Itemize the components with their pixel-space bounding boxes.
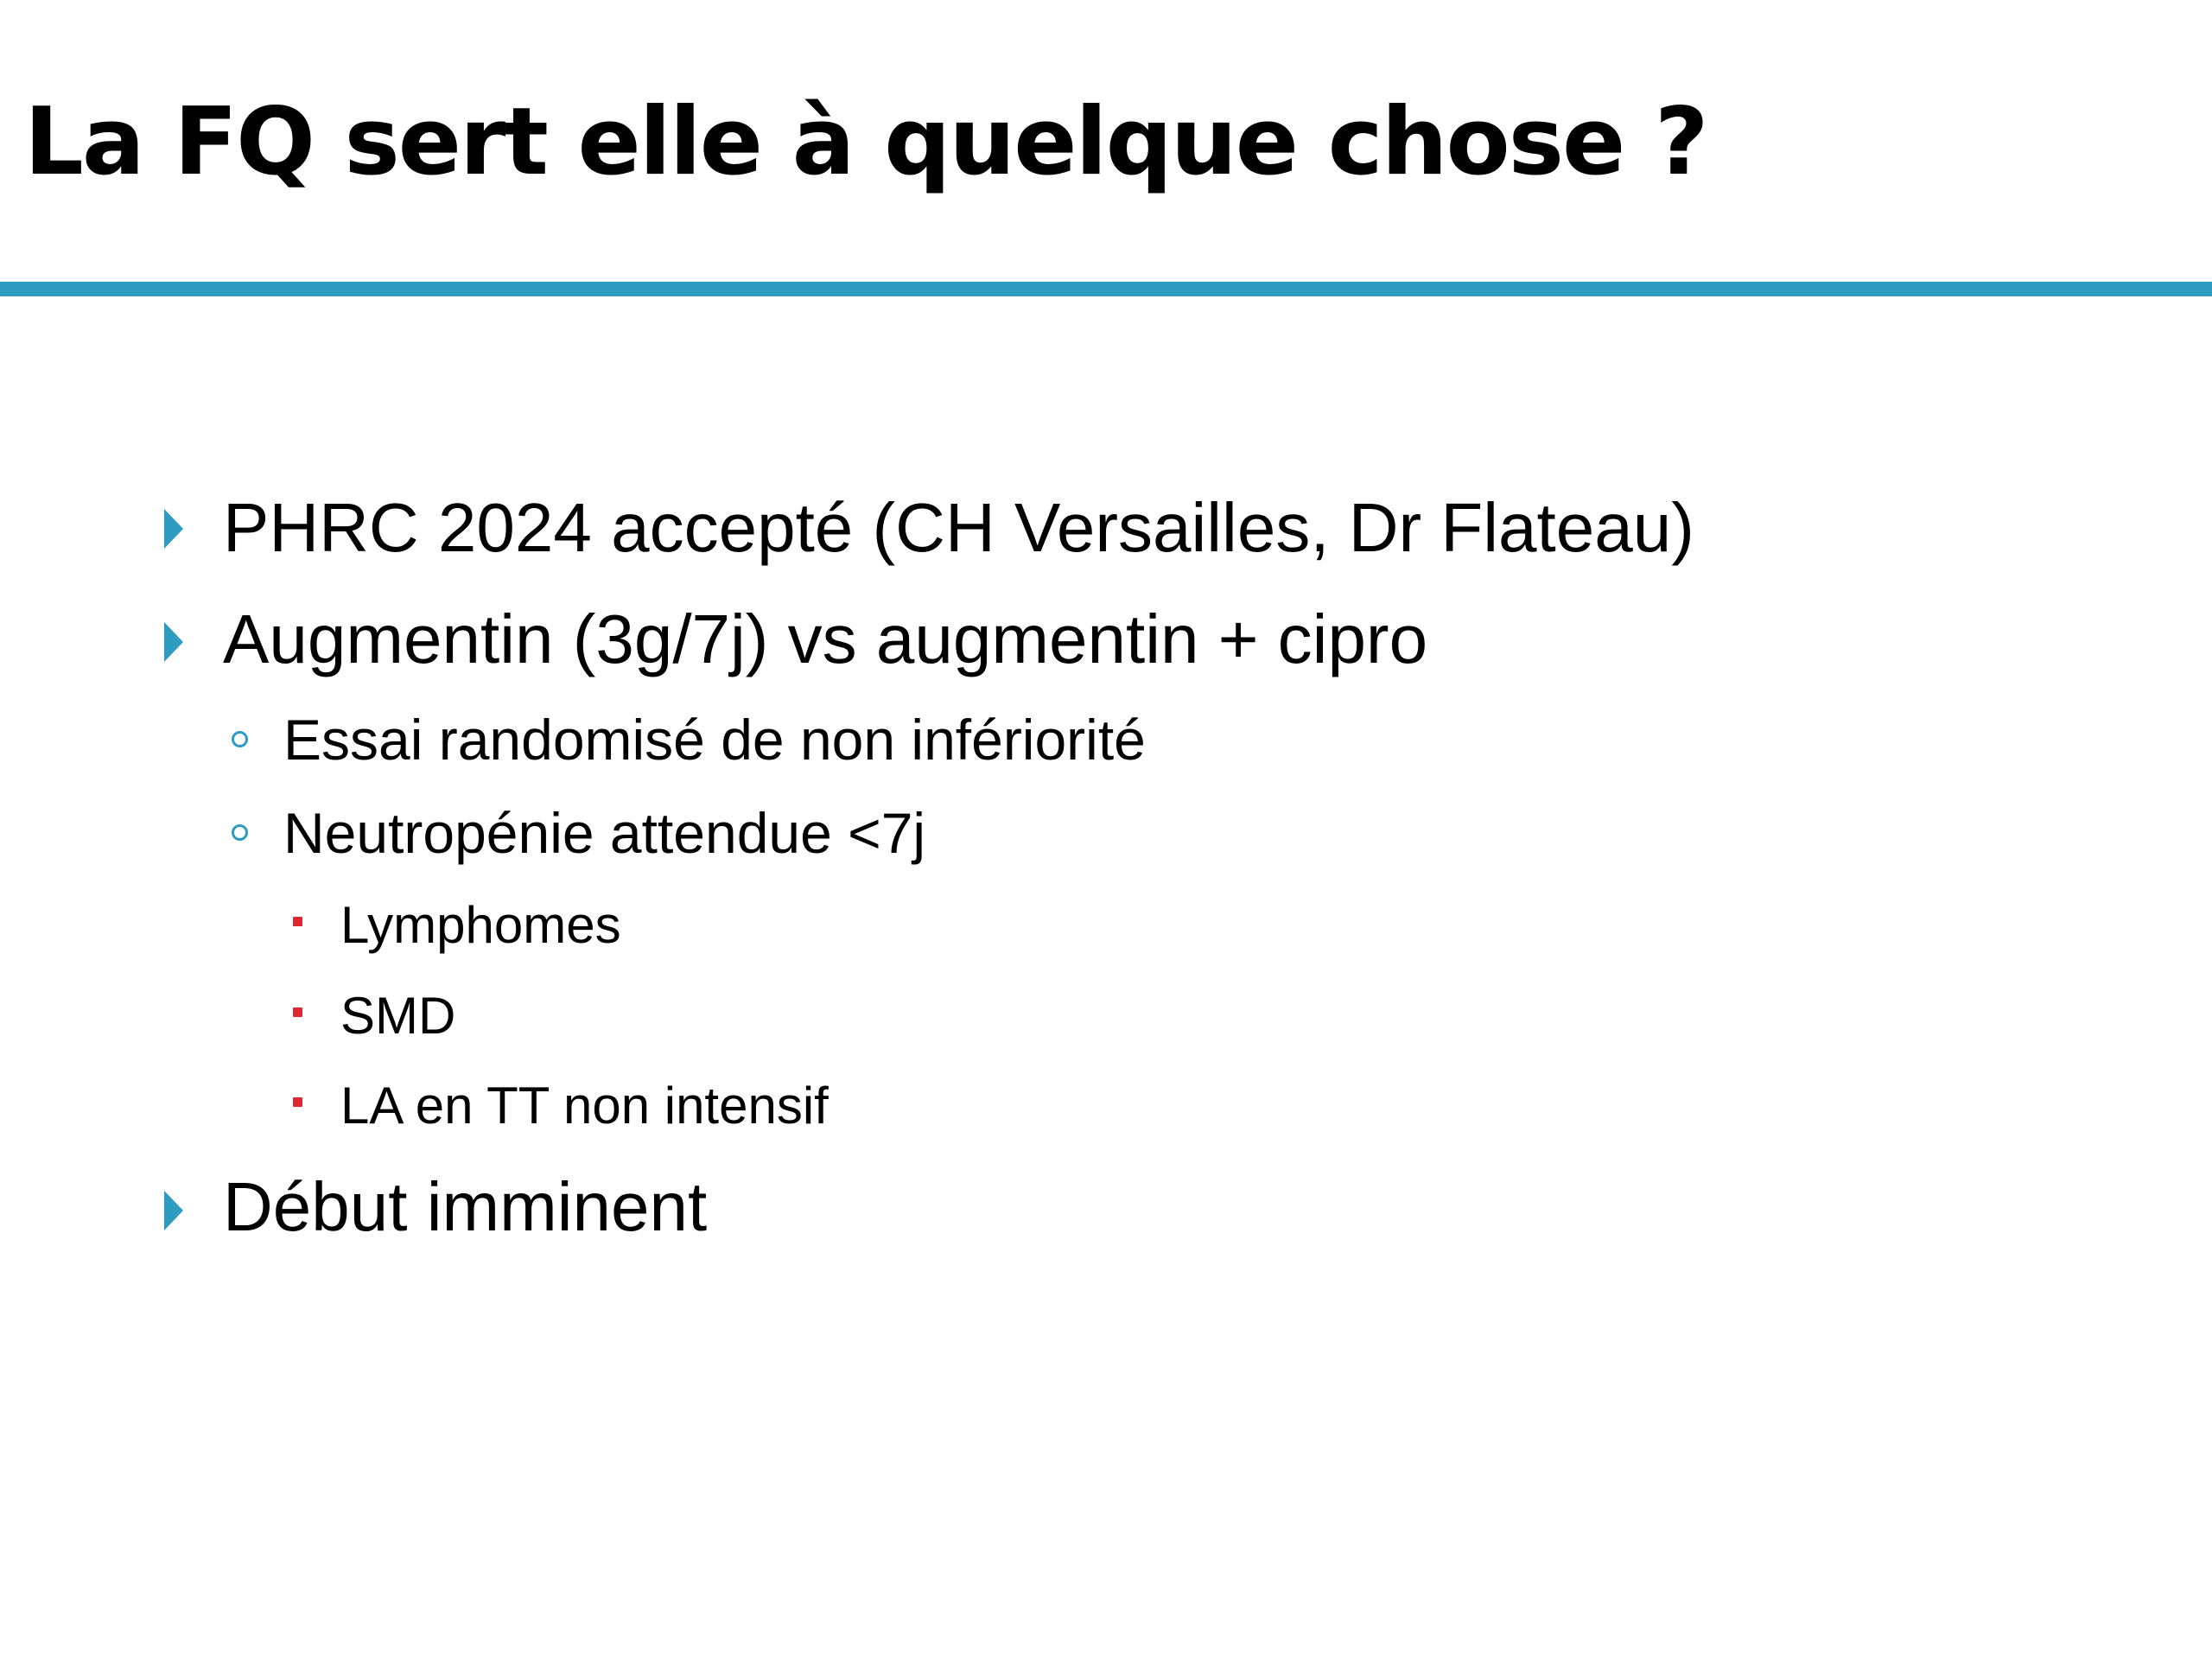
bullet-item: Augmentin (3g/7j) vs augmentin + cipro bbox=[223, 601, 1428, 677]
triangle-right-icon bbox=[164, 622, 183, 662]
square-dot-icon bbox=[293, 917, 302, 926]
bullet-item: Lymphomes bbox=[340, 896, 621, 954]
square-dot-icon bbox=[293, 1097, 302, 1107]
bullet-item: LA en TT non intensif bbox=[340, 1077, 829, 1135]
bullet-item: Début imminent bbox=[223, 1168, 708, 1245]
square-dot-icon bbox=[293, 1007, 302, 1017]
triangle-right-icon bbox=[164, 509, 183, 549]
triangle-right-icon bbox=[164, 1191, 183, 1230]
bullet-item: Neutropénie attendue <7j bbox=[283, 801, 926, 865]
bullet-item: PHRC 2024 accepté (CH Versailles, Dr Flateau) bbox=[223, 489, 1694, 566]
bullet-item: Essai randomisé de non infériorité bbox=[283, 708, 1146, 772]
bullet-item: SMD bbox=[340, 987, 456, 1045]
slide-title: La FQ sert elle à quelque chose ? bbox=[24, 88, 1707, 196]
circle-outline-icon bbox=[232, 824, 248, 841]
circle-outline-icon bbox=[232, 731, 248, 747]
